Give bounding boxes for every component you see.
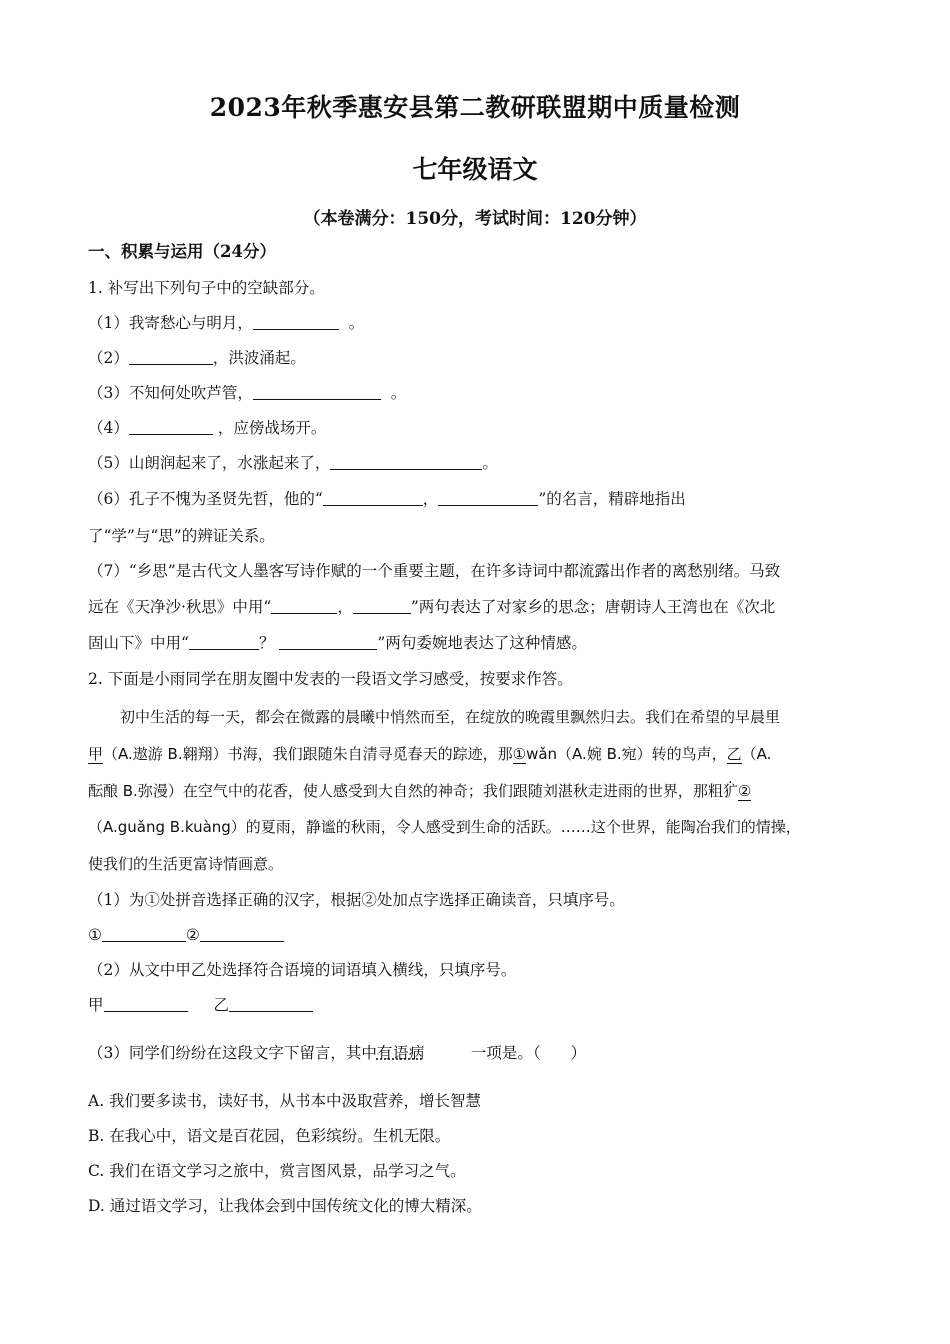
answer-label-yi: 乙	[213, 996, 230, 1014]
q1-item-7-text: 远在《天净沙·秋思》中用“	[88, 598, 272, 616]
q1-item-5-end: 。	[482, 454, 498, 472]
option-a[interactable]: A. 我们要多读书，读好书，从书本中汲取营养，增长智慧	[88, 1092, 482, 1110]
q1-item-6	[88, 489, 686, 509]
blank-jia: 甲	[88, 745, 104, 763]
q1-item-4	[88, 418, 326, 438]
answer-blank[interactable]	[323, 490, 423, 506]
passage-line-2	[88, 744, 771, 764]
answer-blank[interactable]	[438, 490, 538, 506]
passage-text: 酝酿 B.弥漫）在空气中的花香，使人感受到大自然的神奇；我们跟随刘湛秋走进雨的世界，那粗	[88, 782, 723, 800]
q2-sub-2: （2）从文中甲乙处选择符合语境的词语填入横线，只填序号。	[88, 961, 517, 979]
passage-text: wǎn（A.婉 B.宛）转的鸟声，	[526, 745, 727, 763]
answer-blank[interactable]	[102, 926, 186, 942]
q1-item-7-comma: ，	[337, 598, 353, 616]
answer-blank[interactable]	[129, 419, 213, 435]
q2-sub-1-answers	[88, 925, 284, 945]
answer-blank[interactable]	[129, 349, 213, 365]
q2-sub-3-text: （3）同学们纷纷在这段文字下留言，其中	[88, 1044, 377, 1062]
q1-item-6-cont: 了“学”与“思”的辨证关系。	[88, 527, 275, 545]
q1-item-2	[88, 348, 306, 368]
passage-line-4: （A.guǎng B.kuàng）的夏雨，静谧的秋雨，令人感受到生命的活跃。……这个世界，能陶冶我们的情操，	[88, 818, 801, 836]
q1-item-4-num: （4）	[88, 419, 129, 437]
q1-item-1-text: （1）我寄愁心与明月，	[88, 314, 253, 332]
blank-yi: 乙	[726, 745, 742, 763]
passage-line-1: 初中生活的每一天，都会在微露的晨曦中悄然而至，在绽放的晚霞里飘然归去。我们在希望的早晨里	[120, 708, 781, 726]
q1-item-7-text-2: ”两句表达了对家乡的思念；唐朝诗人王湾也在《次北	[410, 598, 776, 616]
answer-blank[interactable]	[279, 634, 377, 650]
answer-blank[interactable]	[253, 314, 339, 330]
q1-item-3-text: （3）不知何处吹芦管，	[88, 384, 253, 402]
q1-stem: 1. 补写出下列句子中的空缺部分。	[88, 279, 325, 297]
q2-sub-3-paren: ）	[570, 1044, 587, 1062]
q1-item-7-line-3	[88, 633, 587, 653]
q1-item-2-num: （2）	[88, 349, 129, 367]
subject-title: 七年级语文	[412, 155, 538, 184]
q2-stem: 2. 下面是小雨同学在朋友圈中发表的一段语文学习感受，按要求作答。	[88, 670, 573, 688]
answer-blank[interactable]	[200, 926, 284, 942]
answer-blank[interactable]	[253, 384, 381, 400]
option-b[interactable]: B. 在我心中，语文是百花园，色彩缤纷。生机无限。	[88, 1127, 451, 1145]
dotted-emphasis: 有语病	[376, 1044, 425, 1062]
q1-item-6-text-2: ”的名言，精辟地指出	[538, 490, 686, 508]
marker-2: ②	[737, 782, 752, 800]
q2-sub-1: （1）为①处拼音选择正确的汉字，根据②处加点字选择正确读音，只填序号。	[88, 891, 625, 909]
option-d[interactable]: D. 通过语文学习，让我体会到中国传统文化的博大精深。	[88, 1197, 482, 1215]
q1-item-1-end: 。	[348, 314, 365, 332]
answer-blank[interactable]	[353, 598, 411, 614]
q2-sub-3	[88, 1043, 586, 1063]
answer-blank[interactable]	[104, 996, 188, 1012]
q1-item-5-text: （5）山朗润起来了，水涨起来了，	[88, 454, 331, 472]
q1-item-3	[88, 383, 406, 403]
q1-item-7: （7）“乡思”是古代文人墨客写诗作赋的一个重要主题，在许多诗词中都流露出作者的离愁别绪。马致	[88, 562, 781, 580]
answer-label-jia: 甲	[88, 996, 104, 1014]
q1-item-7-line-2	[88, 597, 775, 617]
marker-1: ①	[512, 745, 527, 763]
exam-info: （本卷满分：150分，考试时间：120分钟）	[303, 209, 647, 229]
q1-item-6-text: （6）孔子不愧为圣贤先哲，他的“	[88, 490, 323, 508]
dotted-char: 犷	[722, 782, 738, 800]
answer-blank[interactable]	[189, 634, 259, 650]
answer-label-1: ①	[88, 926, 102, 944]
section-heading: 一、积累与运用（24分）	[88, 242, 276, 261]
answer-blank[interactable]	[271, 598, 337, 614]
passage-line-5: 使我们的生活更富诗情画意。	[88, 855, 284, 873]
exam-title: 2023年秋季惠安县第二教研联盟期中质量检测	[209, 93, 741, 122]
q1-item-3-end: 。	[390, 384, 407, 402]
q1-item-1	[88, 313, 364, 333]
q1-item-4-text: ，应傍战场开。	[217, 419, 327, 437]
q2-sub-3-text-2: 一项是。（	[470, 1044, 541, 1062]
passage-text: （A.遨游 B.翱翔）书海，我们跟随朱自清寻觅春天的踪迹，那	[103, 745, 513, 763]
answer-label-2: ②	[185, 926, 200, 944]
q1-item-7-question: ？	[258, 634, 275, 652]
passage-line-3	[88, 781, 751, 801]
q2-sub-2-answers	[88, 995, 313, 1015]
q1-item-5	[88, 453, 498, 473]
q1-item-7-text-3: 固山下》中用“	[88, 634, 189, 652]
q1-item-6-comma: ，	[422, 490, 439, 508]
q1-item-7-text-4: ”两句委婉地表达了这种情感。	[377, 634, 587, 652]
passage-text: （A.	[741, 745, 772, 763]
q1-item-2-text: ，洪波涌起。	[212, 349, 306, 367]
option-c[interactable]: C. 我们在语文学习之旅中，赏言图风景，品学习之气。	[88, 1162, 466, 1180]
answer-blank[interactable]	[229, 996, 313, 1012]
answer-blank[interactable]	[330, 454, 482, 470]
